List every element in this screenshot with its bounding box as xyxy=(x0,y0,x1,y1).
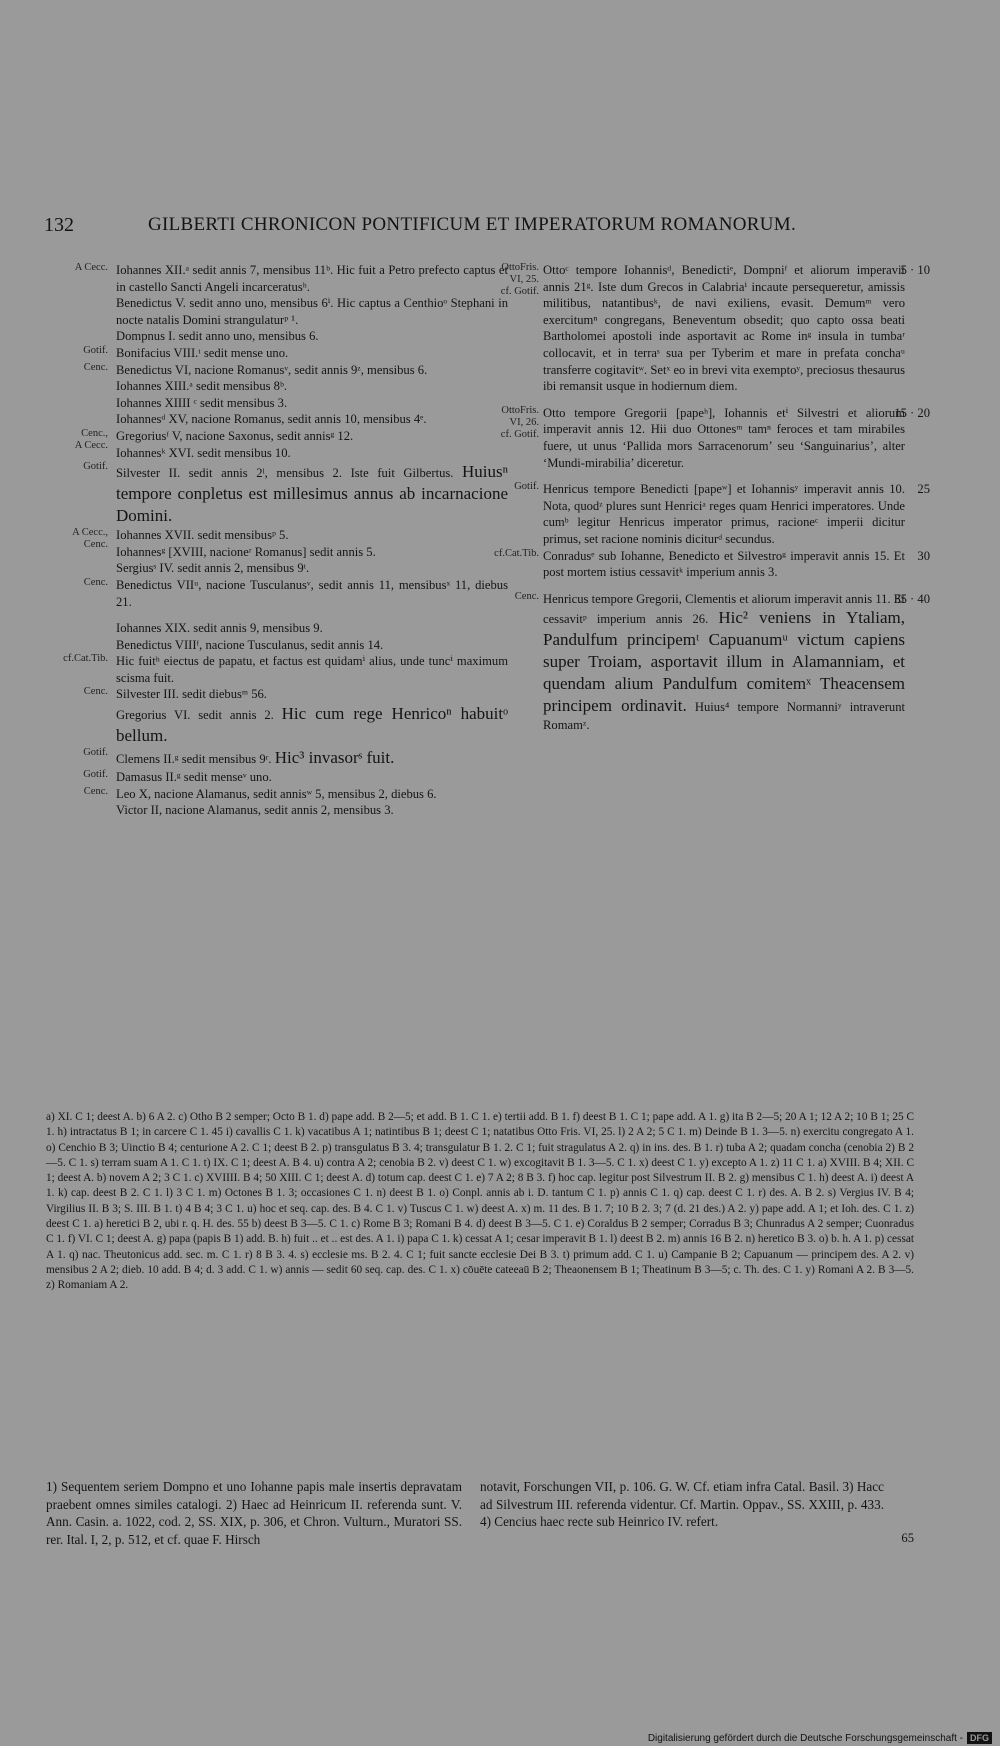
chronicle-entry xyxy=(40,802,480,819)
chronicle-entry xyxy=(40,637,480,654)
entry-main-text: Leo X, nacione Alamanus, sedit annisʷ 5, mensibus 2, diebus 6. xyxy=(116,786,437,801)
entry-main-text: Damasus II.ᵍ sedit menseᵛ uno. xyxy=(116,770,272,785)
entry-text xyxy=(116,328,508,345)
chronicle-entry xyxy=(40,445,480,462)
source-siglum: cf.Cat.Tib. xyxy=(494,547,539,559)
chronicle-entry xyxy=(40,427,480,451)
chronicle-entry xyxy=(40,395,480,412)
chronicle-entry xyxy=(40,747,480,769)
entry-main-text: Dompnus I. sedit anno uno, mensibus 6. xyxy=(116,329,319,344)
source-siglum: OttoFris. VI, 25. cf. Gotif. xyxy=(500,262,539,297)
source-siglum: Gotif. xyxy=(83,769,108,781)
line-number: 5 · 10 xyxy=(900,263,930,277)
entry-text xyxy=(543,405,905,471)
entry-text xyxy=(116,544,508,561)
entry-text xyxy=(116,395,508,412)
page-header xyxy=(44,214,804,244)
chronicle-entry xyxy=(486,262,930,395)
footnotes xyxy=(46,1478,914,1588)
chronicle-entry xyxy=(40,769,480,786)
entry-text xyxy=(116,703,508,747)
entry-main-text: Silvester III. sedit diebusᵐ 56. xyxy=(116,687,267,702)
entry-main-text: Bonifacius VIII.ᵗ sedit mense uno. xyxy=(116,345,289,360)
entry-main-text: Iohannesᵏ XVI. sedit mensibus 10. xyxy=(116,445,291,460)
entry-emphasized-text: Huiusⁿ tempore conpletus est millesimus annus ab incarnacione Domini. xyxy=(116,462,508,526)
dfg-logo: DFG xyxy=(967,1732,992,1744)
line-number: 35 · 40 xyxy=(894,591,930,606)
entry-main-text: Benedictus V. sedit anno uno, mensibus 6ⁱ. Hic captus a Centhioᵒ Stephani in nocte natalis Domini strangulaturᵖ ¹. xyxy=(116,296,508,327)
entry-text xyxy=(543,481,905,547)
entry-main-text: Iohannes XIIII ᶜ sedit mensibus 3. xyxy=(116,395,288,410)
entry-main-text: Silvester II. sedit annis 2ˡ, mensibus 2. Iste fuit Gilbertus. xyxy=(116,466,454,481)
footnote-line-number: 65 xyxy=(901,1531,914,1545)
chronicle-entry xyxy=(40,653,508,686)
entry-main-text: Benedictus VI, nacione Romanusᵛ, sedit annis 9ᶻ, mensibus 6. xyxy=(116,362,428,377)
entry-text xyxy=(116,637,508,654)
left-column xyxy=(40,262,509,819)
chronicle-entry xyxy=(40,703,509,747)
entry-main-text: Gregoriusᶠ V, nacione Saxonus, sedit annisᵍ 12. xyxy=(116,428,354,443)
source-siglum: Gotif. xyxy=(83,344,108,356)
entry-text xyxy=(116,786,508,803)
entry-text xyxy=(116,769,508,786)
source-siglum: Cenc. xyxy=(83,361,108,373)
footnotes-right: notavit, Forschungen VII, p. 106. G. W. Cf. etiam infra Catal. Basil. 3) Hacc ad Silvestrum III. referenda videntur. Cf. Martin. Oppav., SS. XXIII, p. 433. 4) Cencius haec recte sub Heinrico IV. refert. xyxy=(480,1479,884,1530)
entry-text xyxy=(116,362,508,379)
entry-main-text: Sergiusˢ IV. sedit annis 2, mensibus 9ᵗ. xyxy=(116,561,310,576)
source-siglum: Cenc. xyxy=(83,576,108,588)
chronicle-entry xyxy=(40,295,508,328)
source-siglum: A Cecc., Cenc. xyxy=(72,527,108,551)
credit-text: Digitalisierung gefördert durch die Deutsche Forschungsgemeinschaft - xyxy=(647,1732,963,1744)
entry-gap xyxy=(486,395,916,405)
entry-tail-text: Huius⁴ tempore Normanniʸ intraverunt Romamᶻ. xyxy=(543,700,905,733)
entry-main-text: Gregorius VI. sedit annis 2. xyxy=(116,708,274,723)
entry-emphasized-text: Hic cum rege Henricoⁿ habuitᵒ bellum. xyxy=(116,704,509,746)
entry-text xyxy=(543,548,905,581)
entry-gap xyxy=(486,471,916,481)
chronicle-entry xyxy=(40,328,480,345)
chronicle-entry xyxy=(486,590,930,734)
entry-main-text: Iohannes XIX. sedit annis 9, mensibus 9. xyxy=(116,621,323,636)
source-siglum: A Cecc. xyxy=(74,262,108,273)
critical-apparatus xyxy=(46,1110,914,1294)
entry-text xyxy=(116,686,508,703)
entry-main-text: Clemens II.ᵍ sedit mensibus 9ʳ. xyxy=(116,752,272,767)
chronicle-entry xyxy=(40,560,480,577)
apparatus-text: a) XI. C 1; deest A. b) 6 A 2. c) Otho B 2 semper; Octo B 1. d) pape add. B 2—5; et add. B 1. C 1. e) tertii add. B 1. f) deest B 1. C 1; pape add. A 1. g) ita B 2—5; 20 A 1; 12 A 2; 10 B 1; 25 C 1. h) intractatus B 1; in carcere C 1. 45 i) cavallis C 1. k) vacatibus A 1; natintibus B 1; deest C 1; natatibus Otto Fris. VI, 25. l) 2 A 2; 5 C 1. m) Deinde B 1. 3—5. n) exercitu congregato A 1. o) Cenchio B 3; Uinctio B 4; centurione A 2. C 1; deest B 2. p) transgulatus B 3. 4; transgulatur B 1. 2. C 1; fuit stragulatus A 2. q) in ins. des. B 1. r) tuba A 2; quadam concha (cenobia 2) B 2—5. C 1. s) terram suam A 1. C 1. t) IX. C 1; deest A. B 4. u) contra A 2; cenobia B 2. v) deest C 1. w) excogitavit B 1. 3—5. C 1. x) deest C 1. y) excepto A 1. z) 11 C 1. a) XVIII. B 4; XII. C 1; deest A. b) novem A 2; 3 C 1. c) XVIIII. B 4; 50 XIII. C 1; deest A. d) totum cap. deest C 1. e) 7 A 2; 8 B 3. f) hoc cap. legitur post Silvestrum II. B 2. g) mensibus C 1. h) deest A. i) deest A 1. k) cap. deest B 2. C 1. l) 3 C 1. m) Octones B 1. 3; occasiones C 1. n) deest B 1. o) Conpl. annis ab i. D. tantum C 1. p) annis C 1. q) cap. deest C 1. r) des. A. B 2. s) Vergius IV. B 4; Virgilius II. B 3; S. III. B 1. t) 4 B 4; 3 C 1. u) hoc et seq. cap. des. B 4. C 1. v) Tuscus C 1. w) deest A. x) m. 11 des. B 1. 7; 10 B 2. 3; 7 (d. 21 des.) A 2. y) pape add. A 1; et Ioh. des. C 1. z) deest C 1. a) heretici B 2, ubi r. q. H. des. 55 b) deest B 3—5. C 1. c) Rome B 3; Romani B 4. d) deest B 3—5. C 1. e) Coraldus B 2 semper; Corradus B 3; Chunradus A 2 semper; Cuonradus C 1. f) VI. C 1; deest A. g) papa (papis B 1) add. B. h) fuit .. et .. est des. A 1. i) papa C 1. k) cessat A 1; cesar imperavit B 1. l) deest B 2. m) annis 16 B 2. n) heretico B 3. o) b. h. A 1. p) cessat A 1. q) nac. Theutonicus add. sec. m. C 1. r) 8 B 3. 4. s) ecclesie ms. B 2. 4. C 1; fuit sancte ecclesie Dei B 3. t) primum add. C 1. u) Campanie B 2; Capuanum — principem des. A 2. v) mensibus 2 A 2; dieb. 10 add. B 4; d. 3 add. C 1. w) annis — sedit 60 seq. cap. des. C 1. x) cōuēte cateeaū B 2; Theaonensem B 1; Theatinum B 3—5; c. Th. des. C 1. y) Romani A 2. B 3—5. z) Romaniam A 2. xyxy=(46,1111,914,1292)
entry-text xyxy=(116,653,508,686)
entry-gap xyxy=(486,581,916,591)
entry-main-text: Ottoᶜ tempore Iohannisᵈ, Benedictiᵉ, Dompniᶠ et aliorum imperavit annis 21ᵍ. Iste dum Grecos in Calabriaⁱ incaute persequeretur, amissis militibus, natantibusᵏ, de navi exiliens, evasit. Demumᵐ vero exercitumⁿ congregans, Beneventum obsedit; quo capto ossa beati Bartholomei apostoli inde asportavit ac Rome inᵍ insula in tumbaʳ collocavit, et in terraˢ sua per Tyberim et mare in prefata conchaᵘ transferre cogitavitʷ. Setˣ eo in brevi vita exemptoʸ, preciosus thesaurus ibi remansit usque in hodiernum diem. xyxy=(543,263,905,394)
entry-text xyxy=(116,577,508,610)
entry-main-text: Henricus tempore Benedicti [papeʷ] et Iohannisʸ imperavit annis 10. Nota, quodᶻ plures sunt Henriciᵃ reges quam Henrici imperatores. Unde cumᵇ legitur Henricus imperator primus, racioneᶜ imperii dicitur primus, set racione nominis diciturᵈ secundus. xyxy=(543,482,905,546)
entry-main-text: Hic fuitʰ eiectus de papatu, et factus est quidamⁱ alius, unde tuncⁱ maximum scisma fuit. xyxy=(116,654,508,685)
entry-main-text: Victor II, nacione Alamanus, sedit annis 2, mensibus 3. xyxy=(116,803,394,818)
source-siglum: Gotif. xyxy=(83,461,108,473)
running-title: GILBERTI CHRONICON PONTIFICUM ET IMPERATORUM ROMANORUM. xyxy=(148,214,797,235)
entry-text xyxy=(116,345,508,362)
line-number: 30 xyxy=(917,548,930,563)
chronicle-entry xyxy=(486,404,930,471)
source-siglum: Cenc., A Cecc. xyxy=(74,427,108,451)
chronicle-entry xyxy=(40,461,508,527)
source-siglum: OttoFris. VI, 26. cf. Gotif. xyxy=(500,404,539,440)
entry-emphasized-text: Hic² veniens in Ytaliam, Pandulfum principemᵗ Capuanumᵘ victum capiens super Troiam, asportavit illum in Alamanniam, et quendam alium Pandulfum comitemˣ Theacensem principem ordinavit. xyxy=(543,608,905,716)
entry-main-text: Iohannesᵈ XV, nacione Romanus, sedit annis 10, mensibus 4ᵉ. xyxy=(116,412,427,427)
chronicle-entry xyxy=(486,481,930,547)
entry-text xyxy=(116,461,508,527)
entry-text xyxy=(116,620,508,637)
entry-text xyxy=(116,445,508,462)
entry-main-text: Iohannes XIII.ᵃ sedit mensibus 8ᵇ. xyxy=(116,379,288,394)
chronicle-entry xyxy=(486,547,930,581)
entry-text xyxy=(116,411,508,428)
chronicle-entry xyxy=(40,620,480,637)
chronicle-entry xyxy=(40,362,480,379)
source-siglum: cf.Cat.Tib. xyxy=(63,653,108,665)
entry-emphasized-text: Hic³ invasorˢ fuit. xyxy=(274,748,395,768)
chronicle-entry xyxy=(40,378,480,395)
entry-text xyxy=(543,262,905,395)
chronicle-entry xyxy=(40,345,480,362)
entry-text xyxy=(116,295,508,328)
entry-main-text: Otto tempore Gregorii [papeʰ], Iohannis etⁱ Silvestri et aliorum imperavit annis 12. Hii duo Ottonesᵐ tamⁿ feroces et tam mirabiles fuere, ut unus ‘Pallida mors Sarracenorum’ seu ‘Sanguinarius’, alter ‘Mundi-mirabilia’ diceretur. xyxy=(543,405,905,470)
source-siglum: Cenc. xyxy=(83,785,108,797)
entry-main-text: Iohannes XII.ᵃ sedit annis 7, mensibus 11ᵇ. Hic fuit a Petro prefecto captus et in castello Sancti Angeli incarceratusʰ. xyxy=(116,263,508,294)
entry-main-text: Benedictus VIIIᶠ, nacione Tusculanus, sedit annis 14. xyxy=(116,637,384,652)
entry-main-text: Conradusᵉ sub Iohanne, Benedicto et Silvestroᵍ imperavit annis 15. Et post mortem istius cessavitᵏ imperium annis 3. xyxy=(543,548,905,580)
entry-main-text: Benedictus VIIᵘ, nacione Tusculanusᵛ, sedit annis 11, mensibusˣ 11, diebus 21. xyxy=(116,577,508,609)
digitization-credit xyxy=(648,1730,992,1746)
chronicle-entry xyxy=(40,576,508,610)
chronicle-entry xyxy=(40,262,508,295)
line-number: 25 xyxy=(917,482,930,497)
chronicle-entry xyxy=(40,544,480,561)
entry-main-text: Iohannes XVII. sedit mensibusᵖ 5. xyxy=(116,528,289,543)
chronicle-entry xyxy=(40,411,480,428)
entry-text xyxy=(116,560,508,577)
entry-text xyxy=(116,802,508,819)
entry-gap xyxy=(40,610,480,620)
entry-text xyxy=(116,428,508,445)
source-siglum: Gotif. xyxy=(83,747,108,759)
entry-text xyxy=(543,591,905,734)
footnotes-left: 1) Sequentem seriem Dompno et uno Iohanne papis male insertis depravatam praebent omnes similes catalogi. 2) Haec ad Heinricum II. referenda sunt. V. Ann. Casin. a. 1022, cod. 2, SS. XIX, p. 306, et Chron. Vulturn., Muratori SS. rer. Ital. I, 2, p. 512, et cf. quae F. Hirsch xyxy=(46,1479,462,1547)
page-number: 132 xyxy=(44,214,74,236)
line-number: 15 · 20 xyxy=(894,405,930,420)
right-column xyxy=(486,262,930,734)
entry-main-text: Henricus tempore Gregorii, Clementis et aliorum imperavit annis 11. Et cessavitᵖ imperium annis 26. xyxy=(543,591,905,627)
entry-main-text: Iohannesᵍ [XVIII, nacioneʳ Romanus] sedit annis 5. xyxy=(116,544,376,559)
source-siglum: Cenc. xyxy=(514,590,539,602)
entry-text xyxy=(116,527,508,544)
source-siglum: Cenc. xyxy=(83,686,108,698)
chronicle-entry xyxy=(40,786,480,803)
entry-text xyxy=(116,747,508,769)
entry-text xyxy=(116,262,508,295)
entry-text xyxy=(116,378,508,395)
source-siglum: Gotif. xyxy=(514,481,539,493)
chronicle-entry xyxy=(40,527,480,551)
chronicle-entry xyxy=(40,686,480,703)
